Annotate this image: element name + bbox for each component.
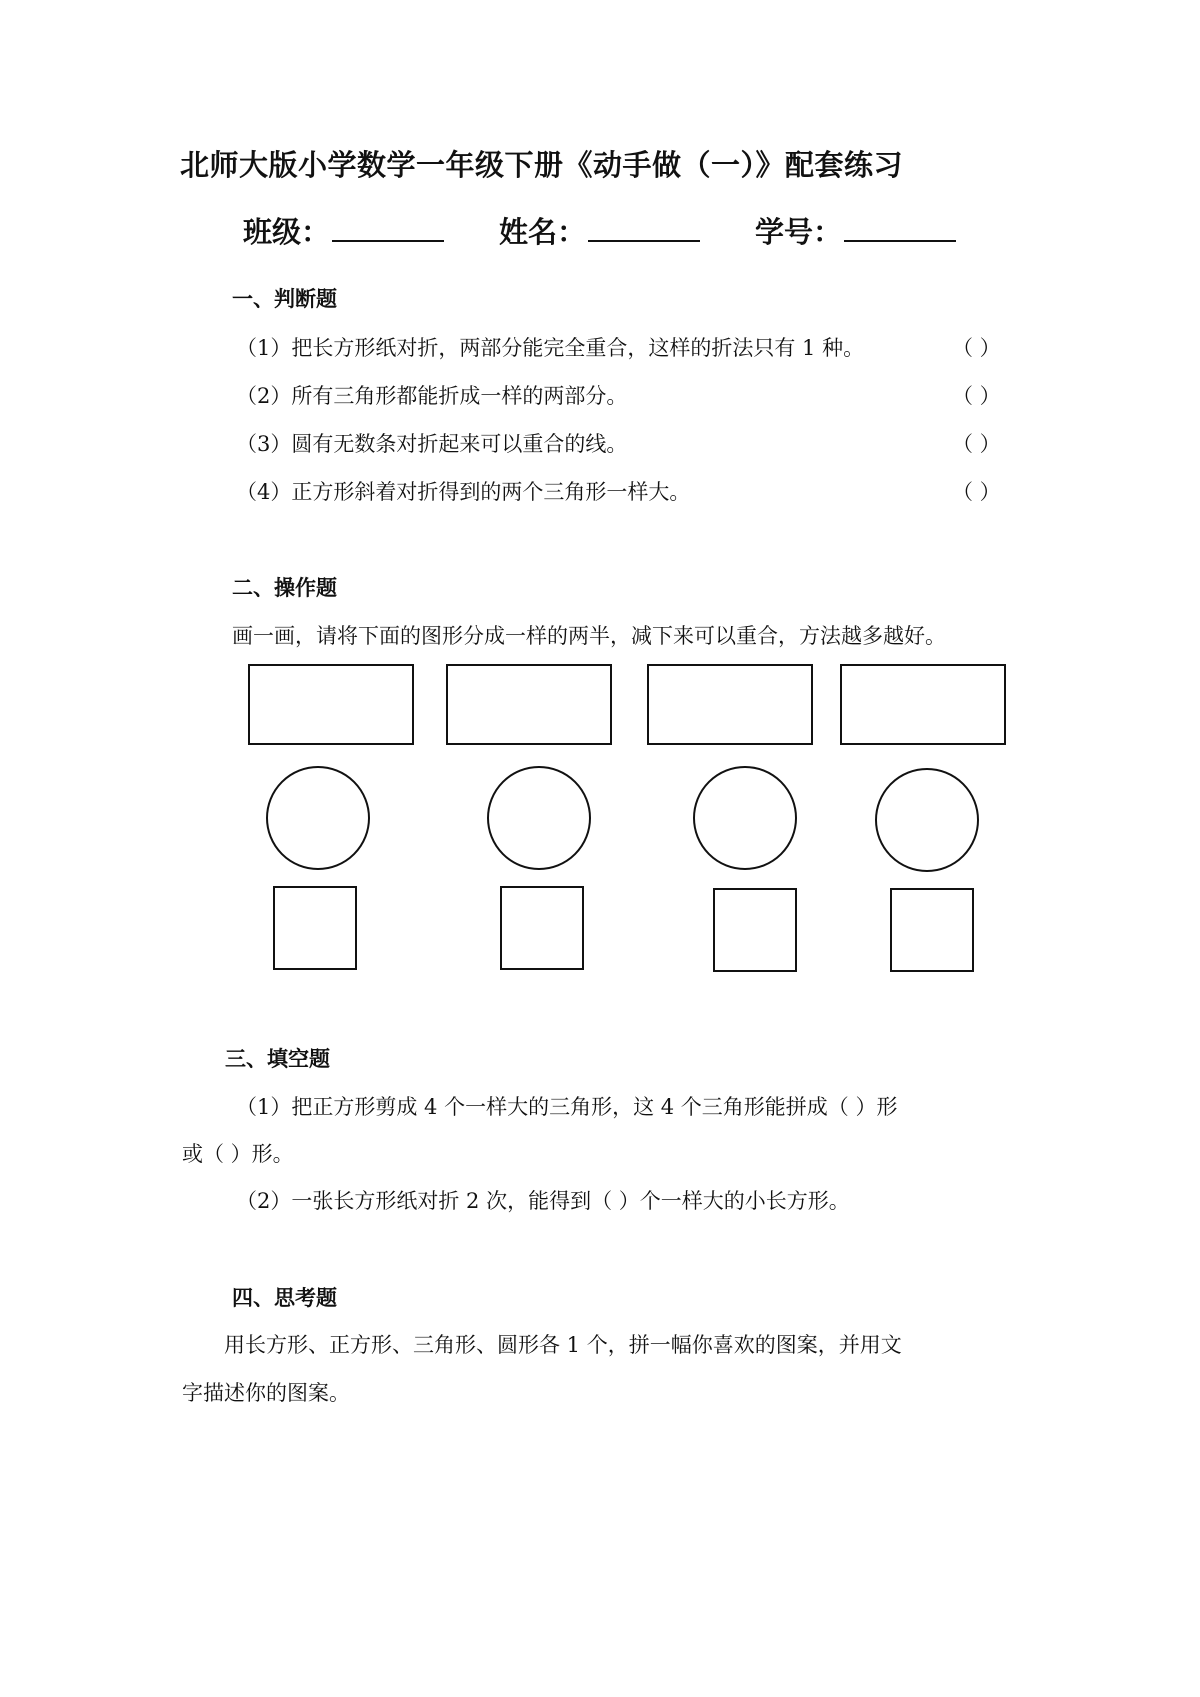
fill-q1-line1: （1）把正方形剪成 4 个一样大的三角形，这 4 个三角形能拼成（ ）形 — [236, 1095, 898, 1119]
judge-item-3-answer[interactable]: （ ） — [952, 432, 1001, 456]
name-label: 姓名： — [499, 215, 587, 249]
page-title: 北师大版小学数学一年级下册《动手做（一）》配套练习 — [180, 148, 904, 182]
judge-item-1-text: （1）把长方形纸对折，两部分能完全重合，这样的折法只有 1 种。 — [236, 336, 865, 360]
section2-heading: 二、操作题 — [232, 576, 337, 600]
section2-instruction: 画一画，请将下面的图形分成一样的两半，减下来可以重合，方法越多越好。 — [232, 624, 946, 648]
name-blank[interactable] — [588, 212, 700, 242]
square-shape-4[interactable] — [890, 888, 974, 972]
judge-item-2-answer[interactable]: （ ） — [952, 384, 1001, 408]
name-field — [499, 210, 700, 251]
judge-item-1-answer[interactable]: （ ） — [952, 336, 1001, 360]
rectangle-shape-3[interactable] — [647, 664, 813, 745]
rectangle-shape-2[interactable] — [446, 664, 612, 745]
class-field — [243, 210, 444, 251]
think-line1: 用长方形、正方形、三角形、圆形各 1 个，拼一幅你喜欢的图案，并用文 — [224, 1333, 902, 1357]
square-shape-1[interactable] — [273, 886, 357, 970]
class-blank[interactable] — [332, 212, 444, 242]
think-line2: 字描述你的图案。 — [182, 1381, 350, 1405]
circle-shape-2[interactable] — [487, 766, 591, 870]
number-label: 学号： — [755, 215, 843, 249]
square-shape-2[interactable] — [500, 886, 584, 970]
section4-heading: 四、思考题 — [232, 1286, 337, 1310]
section1-heading: 一、判断题 — [232, 287, 337, 311]
circle-shape-4[interactable] — [875, 768, 979, 872]
judge-item-4-answer[interactable]: （ ） — [952, 480, 1001, 504]
rectangle-shape-1[interactable] — [248, 664, 414, 745]
circle-shape-3[interactable] — [693, 766, 797, 870]
section3-heading: 三、填空题 — [225, 1047, 330, 1071]
number-field — [755, 210, 956, 251]
number-blank[interactable] — [844, 212, 956, 242]
rectangle-shape-4[interactable] — [840, 664, 1006, 745]
fill-q1-line2: 或（ ）形。 — [182, 1142, 294, 1166]
square-shape-3[interactable] — [713, 888, 797, 972]
judge-item-2-text: （2）所有三角形都能折成一样的两部分。 — [236, 384, 628, 408]
circle-shape-1[interactable] — [266, 766, 370, 870]
judge-item-4-text: （4）正方形斜着对折得到的两个三角形一样大。 — [236, 480, 691, 504]
fill-q2: （2）一张长方形纸对折 2 次，能得到（ ）个一样大的小长方形。 — [236, 1189, 850, 1213]
class-label: 班级： — [243, 215, 331, 249]
judge-item-3-text: （3）圆有无数条对折起来可以重合的线。 — [236, 432, 628, 456]
